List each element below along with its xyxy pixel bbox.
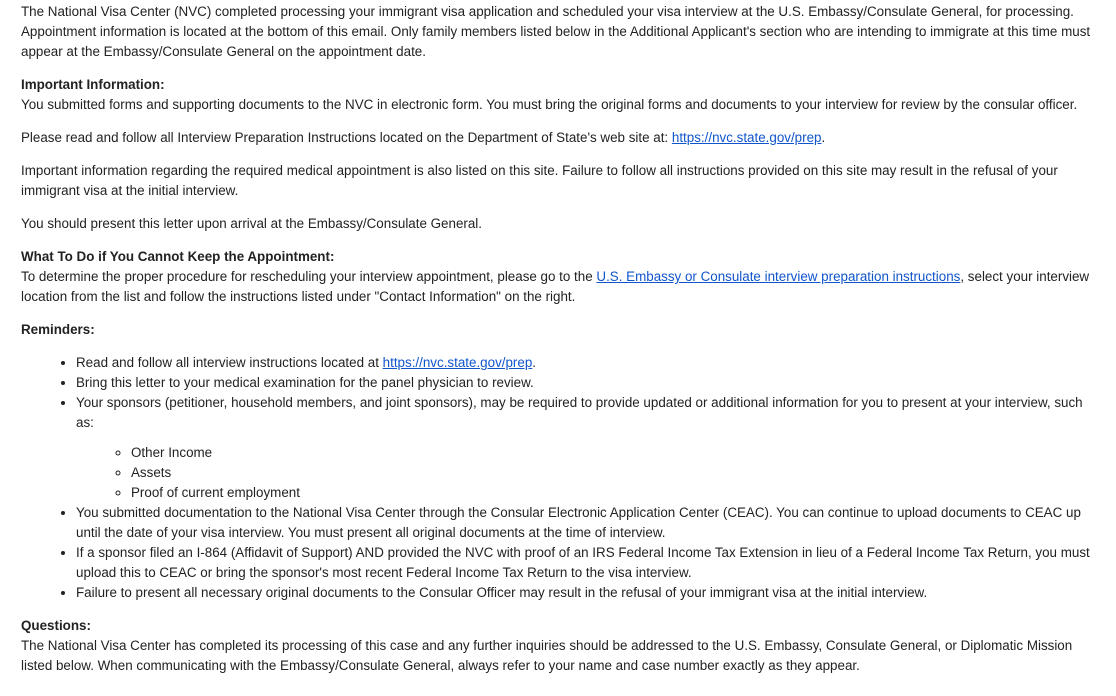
present-letter-paragraph: You should present this letter upon arrival at the Embassy/Consulate General. — [21, 216, 483, 231]
reminders-heading: Reminders: — [21, 322, 95, 337]
sub-list-item: ◦ Assets — [131, 463, 1093, 483]
reschedule-text: To determine the proper procedure for rescheduling your interview appointment, please go to the — [21, 269, 597, 284]
reminder-period: . — [532, 355, 537, 370]
questions-section — [21, 616, 1093, 676]
list-item: • You submitted documentation to the National Visa Center through the Consular Electronic Application Center (CEAC). You can continue to upload documents to CEAC up until the date of your visa interview. You must present all original documents at the time of interview. — [76, 503, 1093, 543]
reschedule-text-after: , select your interview location from the list and follow the instructions listed under "Contact Information" on the right. — [21, 269, 1090, 304]
reminder-text: Read and follow all interview instructions located at — [76, 355, 383, 370]
sub-list-item: ◦ Proof of current employment — [131, 483, 1093, 503]
list-item — [76, 393, 1093, 503]
prep-instructions-period: . — [821, 130, 826, 145]
nvc-prep-link[interactable]: https://nvc.state.gov/prep — [671, 130, 822, 145]
reminder-text: Your sponsors (petitioner, household members, and joint sponsors), may be required to provide updated or additional information for you to present at your interview, such as: — [76, 395, 1083, 430]
important-information-section — [21, 75, 1093, 115]
sub-list-item: ◦ Other Income — [131, 443, 1093, 463]
embassy-instructions-link[interactable]: U.S. Embassy or Consulate interview preparation instructions — [596, 269, 961, 284]
nvc-prep-link-reminder[interactable]: https://nvc.state.gov/prep — [382, 355, 533, 370]
important-information-body: You submitted forms and supporting documents to the NVC in electronic form. You must bring the original forms and documents to your interview for review by the consular officer. — [21, 97, 1078, 112]
sponsor-info-sublist — [76, 443, 1093, 503]
list-item: • Bring this letter to your medical examination for the panel physician to review. — [76, 373, 1093, 393]
prep-instructions-paragraph — [21, 128, 1093, 148]
cannot-keep-appointment-section — [21, 247, 1093, 307]
questions-body: The National Visa Center has completed its processing of this case and any further inquiries should be addressed to the U.S. Embassy, Consulate General, or Diplomatic Mission listed below. When communicating with the Embassy/Consulate General, always refer to your name and case number exactly as they appear. — [21, 638, 1073, 673]
medical-appointment-paragraph: Important information regarding the required medical appointment is also listed on this site. Failure to follow all instructions provided on this site may result in the refusal of your immigrant visa at the initial interview. — [21, 163, 1058, 198]
list-item: • Failure to present all necessary original documents to the Consular Officer may result in the refusal of your immigrant visa at the initial interview. — [76, 583, 1093, 603]
intro-paragraph: The National Visa Center (NVC) completed processing your immigrant visa application and scheduled your visa interview at the U.S. Embassy/Consulate General, for processing. Appointment information is located at the bottom of this email. Only family members listed below in the Additional Applicant's section who are intending to immigrate at this time must appear at the Embassy/Consulate General on the appointment date. — [21, 4, 1091, 59]
questions-heading: Questions: — [21, 618, 91, 633]
reminders-list — [21, 353, 1093, 603]
list-item — [76, 353, 1093, 373]
list-item: • If a sponsor filed an I-864 (Affidavit of Support) AND provided the NVC with proof of an IRS Federal Income Tax Extension in lieu of a Federal Income Tax Return, you must upload this to CEAC or bring the sponsor's most recent Federal Income Tax Return to the visa interview. — [76, 543, 1093, 583]
prep-instructions-text: Please read and follow all Interview Preparation Instructions located on the Department of State's web site at: — [21, 130, 672, 145]
email-body — [21, 2, 1093, 676]
cannot-keep-appointment-heading: What To Do if You Cannot Keep the Appointment: — [21, 249, 335, 264]
important-information-heading: Important Information: — [21, 77, 165, 92]
